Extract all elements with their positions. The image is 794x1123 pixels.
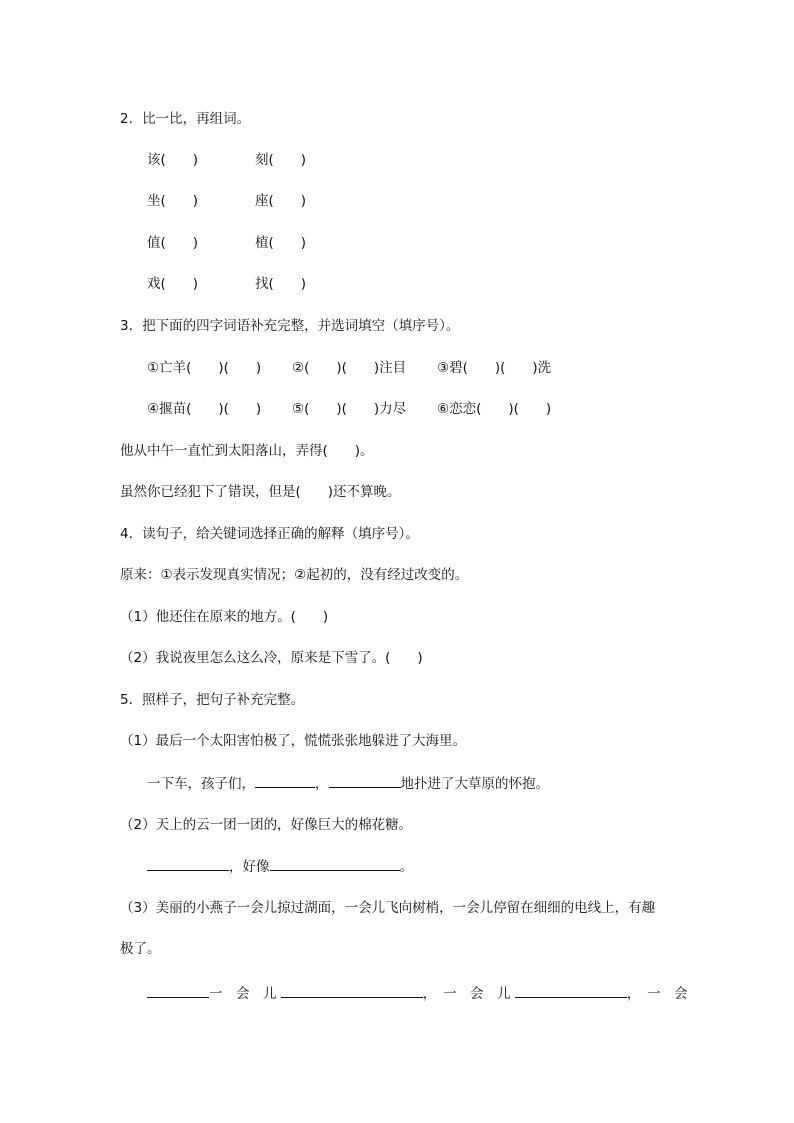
q5-fill-3-text-a: 一 会 儿 (209, 986, 277, 1002)
q5-fill-3 (147, 984, 688, 1003)
q2-title: 2．比一比，再组词。 (120, 111, 251, 127)
q2-pair-2-a: 坐( ) (147, 193, 199, 209)
q3-idiom-6: ⑥恋恋( )( ) (437, 401, 552, 417)
q5-fill-2-text-b: 。 (399, 859, 413, 875)
answer-blank[interactable] (147, 857, 229, 871)
q2-pair-4-a: 戏( ) (147, 276, 199, 292)
q5-example-3-line-1: （3）美丽的小燕子一会儿掠过湖面，一会儿飞向树梢，一会儿停留在细细的电线上，有趣 (120, 900, 656, 916)
answer-blank[interactable] (329, 774, 401, 788)
q2-pair-1-a: 该( ) (147, 152, 199, 168)
q5-example-3-line-2: 极了。 (120, 941, 161, 957)
answer-blank[interactable] (147, 984, 209, 998)
q5-example-1: （1）最后一个太阳害怕极了，慌慌张张地躲进了大海里。 (120, 733, 467, 749)
q3-sentence-1: 他从中午一直忙到太阳落山，弄得( )。 (120, 443, 374, 459)
answer-blank[interactable] (515, 984, 627, 998)
q5-fill-3-text-c: ， 一 会 (626, 986, 688, 1002)
q2-pair-3-a: 值( ) (147, 235, 199, 251)
q3-idiom-3: ③碧( )( )洗 (437, 360, 552, 376)
q5-fill-1-text-a: 一下车，孩子们， (147, 776, 255, 792)
q2-pair-1-b: 刻( ) (255, 152, 307, 168)
q3-idiom-2: ②( )( )注目 (292, 360, 407, 376)
q5-fill-2-text-a: ，好像 (229, 859, 270, 875)
q2-pair-2-b: 座( ) (255, 193, 307, 209)
q4-sentence-1: （1）他还住在原来的地方。( ) (120, 609, 329, 625)
q3-idiom-1: ①亡羊( )( ) (147, 360, 262, 376)
q5-fill-1-text-b: ， (315, 776, 329, 792)
q4-definition: 原来：①表示发现真实情况；②起初的，没有经过改变的。 (120, 567, 469, 583)
q5-fill-1-text-c: 地扑进了大草原的怀抱。 (400, 776, 549, 792)
q5-title: 5．照样子，把句子补充完整。 (120, 692, 305, 708)
q2-pair-3-b: 植( ) (255, 235, 307, 251)
q5-fill-2 (147, 857, 413, 876)
q5-fill-3-text-b: ， 一 会 儿 (422, 986, 511, 1002)
q3-title: 3．把下面的四字词语补充完整，并选词填空（填序号）。 (120, 318, 460, 334)
q5-example-2: （2）天上的云一团一团的，好像巨大的棉花糖。 (120, 817, 413, 833)
answer-blank[interactable] (270, 857, 400, 871)
answer-blank[interactable] (255, 774, 315, 788)
q3-idiom-5: ⑤( )( )力尽 (292, 401, 407, 417)
q3-sentence-2: 虽然你已经犯下了错误，但是( )还不算晚。 (120, 484, 401, 500)
q3-idiom-4: ④揠苗( )( ) (147, 401, 262, 417)
q5-fill-1 (147, 774, 549, 793)
q2-pair-4-b: 找( ) (255, 276, 307, 292)
q4-sentence-2: （2）我说夜里怎么这么冷，原来是下雪了。( ) (120, 650, 423, 666)
q4-title: 4．读句子，给关键词选择正确的解释（填序号）。 (120, 526, 419, 542)
answer-blank[interactable] (281, 984, 423, 998)
